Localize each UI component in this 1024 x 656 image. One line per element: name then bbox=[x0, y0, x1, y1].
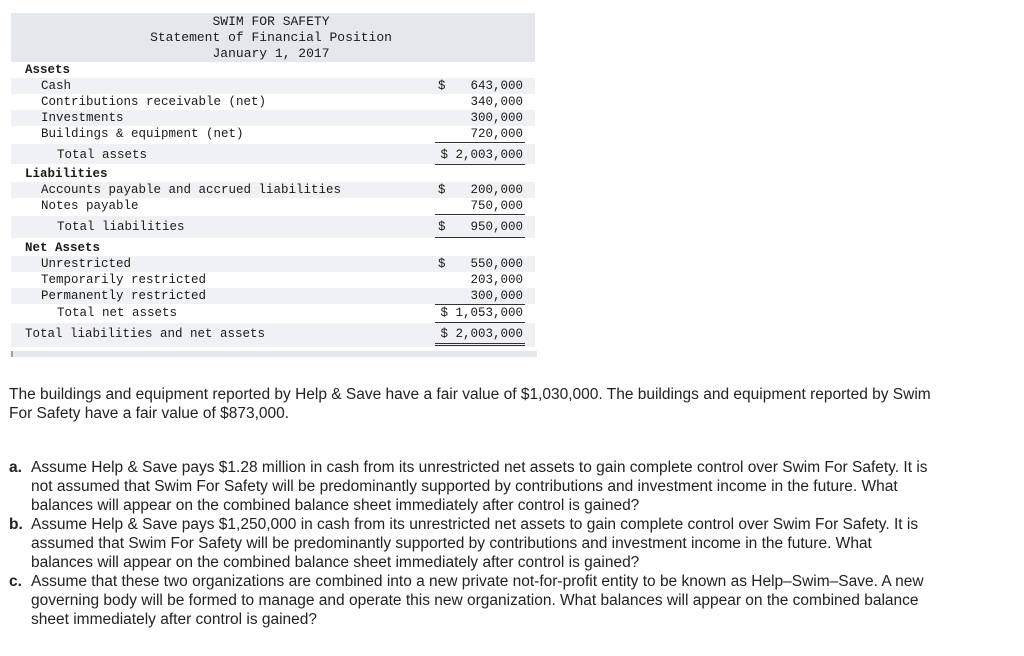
table-row: Contributions receivable (net) 340,000 bbox=[41, 95, 523, 109]
total-net-assets-row: Total net assets $ 1,053,000 bbox=[57, 306, 523, 320]
table-row: Investments 300,000 bbox=[41, 111, 523, 125]
financial-statement bbox=[11, 13, 535, 358]
total-assets-row: Total assets $ 2,003,000 bbox=[57, 148, 523, 162]
net-assets-heading: Net Assets bbox=[25, 241, 101, 255]
table-row: Unrestricted $ 550,000 bbox=[41, 257, 523, 271]
statement-date: January 1, 2017 bbox=[212, 46, 330, 61]
assets-heading: Assets bbox=[25, 63, 71, 77]
total-liabilities-net-assets-row: Total liabilities and net assets $ 2,003,000 bbox=[25, 327, 523, 341]
org-name: SWIM FOR SAFETY bbox=[212, 14, 330, 29]
fair-value-paragraph: The buildings and equipment reported by Help & Save have a fair value of $1,030,000. The buildings and equipment reported by Swim For Safety have a fair value of $873,000. bbox=[9, 386, 931, 422]
table-row: Buildings & equipment (net) 720,000 bbox=[41, 127, 523, 141]
liabilities-heading: Liabilities bbox=[25, 167, 108, 181]
table-row: Accounts payable and accrued liabilities $ 200,000 bbox=[41, 183, 523, 197]
statement-title: Statement of Financial Position bbox=[150, 30, 392, 45]
statement-bottom-bar bbox=[11, 351, 537, 357]
table-row: Temporarily restricted 203,000 bbox=[41, 273, 523, 287]
table-row: Cash $ 643,000 bbox=[41, 79, 523, 93]
table-row: Notes payable 750,000 bbox=[41, 199, 523, 213]
table-row: Permanently restricted 300,000 bbox=[41, 289, 523, 303]
statement-header bbox=[11, 13, 535, 62]
total-liabilities-row: Total liabilities $ 950,000 bbox=[57, 220, 523, 234]
